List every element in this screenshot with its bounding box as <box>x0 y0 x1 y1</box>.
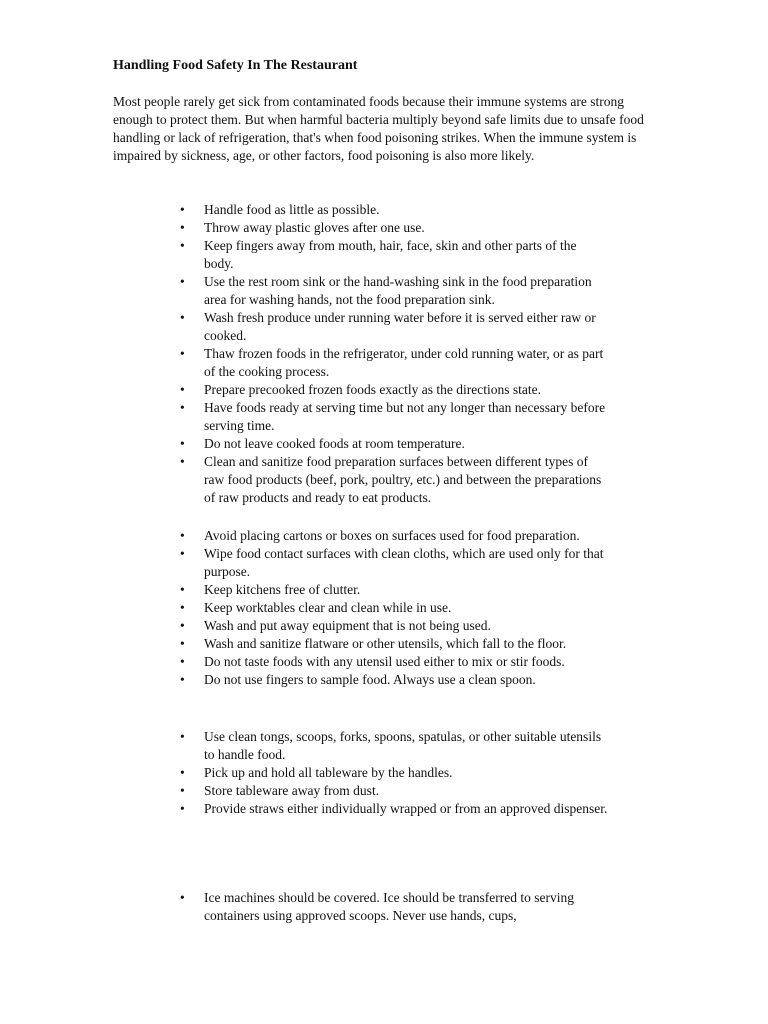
list-item: • Ice machines should be covered. Ice should be transferred to serving containers using approved scoops. Never use hands, cups, <box>178 889 608 925</box>
list-item: • Wash and put away equipment that is not being used. <box>178 617 608 635</box>
list-item: • Thaw frozen foods in the refrigerator, under cold running water, or as part of the cooking process. <box>178 345 608 381</box>
list-item: • Keep fingers away from mouth, hair, face, skin and other parts of the body. <box>178 237 608 273</box>
list-item: • Use the rest room sink or the hand-washing sink in the food preparation area for washing hands, not the food preparation sink. <box>178 273 608 309</box>
list-item: • Wash fresh produce under running water before it is served either raw or cooked. <box>178 309 608 345</box>
list-item: • Avoid placing cartons or boxes on surfaces used for food preparation. <box>178 527 608 545</box>
list-item: • Provide straws either individually wrapped or from an approved dispenser. <box>178 800 608 818</box>
list-item: • Keep worktables clear and clean while in use. <box>178 599 608 617</box>
list-item: • Wipe food contact surfaces with clean cloths, which are used only for that purpose. <box>178 545 608 581</box>
list-item: • Have foods ready at serving time but not any longer than necessary before serving time. <box>178 399 608 435</box>
list-item: • Handle food as little as possible. <box>178 201 608 219</box>
list-item: • Clean and sanitize food preparation surfaces between different types of raw food products (beef, pork, poultry, etc.) and between the preparations of raw products and ready to eat products. <box>178 453 608 507</box>
bullet-list-handling <box>178 201 608 507</box>
list-item: • Store tableware away from dust. <box>178 782 608 800</box>
list-item: • Use clean tongs, scoops, forks, spoons, spatulas, or other suitable utensils to handle food. <box>178 728 608 764</box>
list-item: • Prepare precooked frozen foods exactly as the directions state. <box>178 381 608 399</box>
intro-paragraph: Most people rarely get sick from contaminated foods because their immune systems are strong enough to protect them. But when harmful bacteria multiply beyond safe limits due to unsafe food handling or lack of refrigeration, that's when food poisoning strikes. When the immune system is impaired by sickness, age, or other factors, food poisoning is also more likely. <box>113 94 644 163</box>
list-item: • Throw away plastic gloves after one use. <box>178 219 608 237</box>
document-title: Handling Food Safety In The Restaurant <box>113 58 358 73</box>
list-item: • Keep kitchens free of clutter. <box>178 581 608 599</box>
list-item: • Pick up and hold all tableware by the handles. <box>178 764 608 782</box>
list-item: • Wash and sanitize flatware or other utensils, which fall to the floor. <box>178 635 608 653</box>
bullet-list-ice <box>178 889 608 925</box>
bullet-list-utensils <box>178 728 608 818</box>
list-item: • Do not leave cooked foods at room temperature. <box>178 435 608 453</box>
bullet-list-surfaces <box>178 527 608 689</box>
list-item: • Do not use fingers to sample food. Always use a clean spoon. <box>178 671 608 689</box>
list-item: • Do not taste foods with any utensil used either to mix or stir foods. <box>178 653 608 671</box>
